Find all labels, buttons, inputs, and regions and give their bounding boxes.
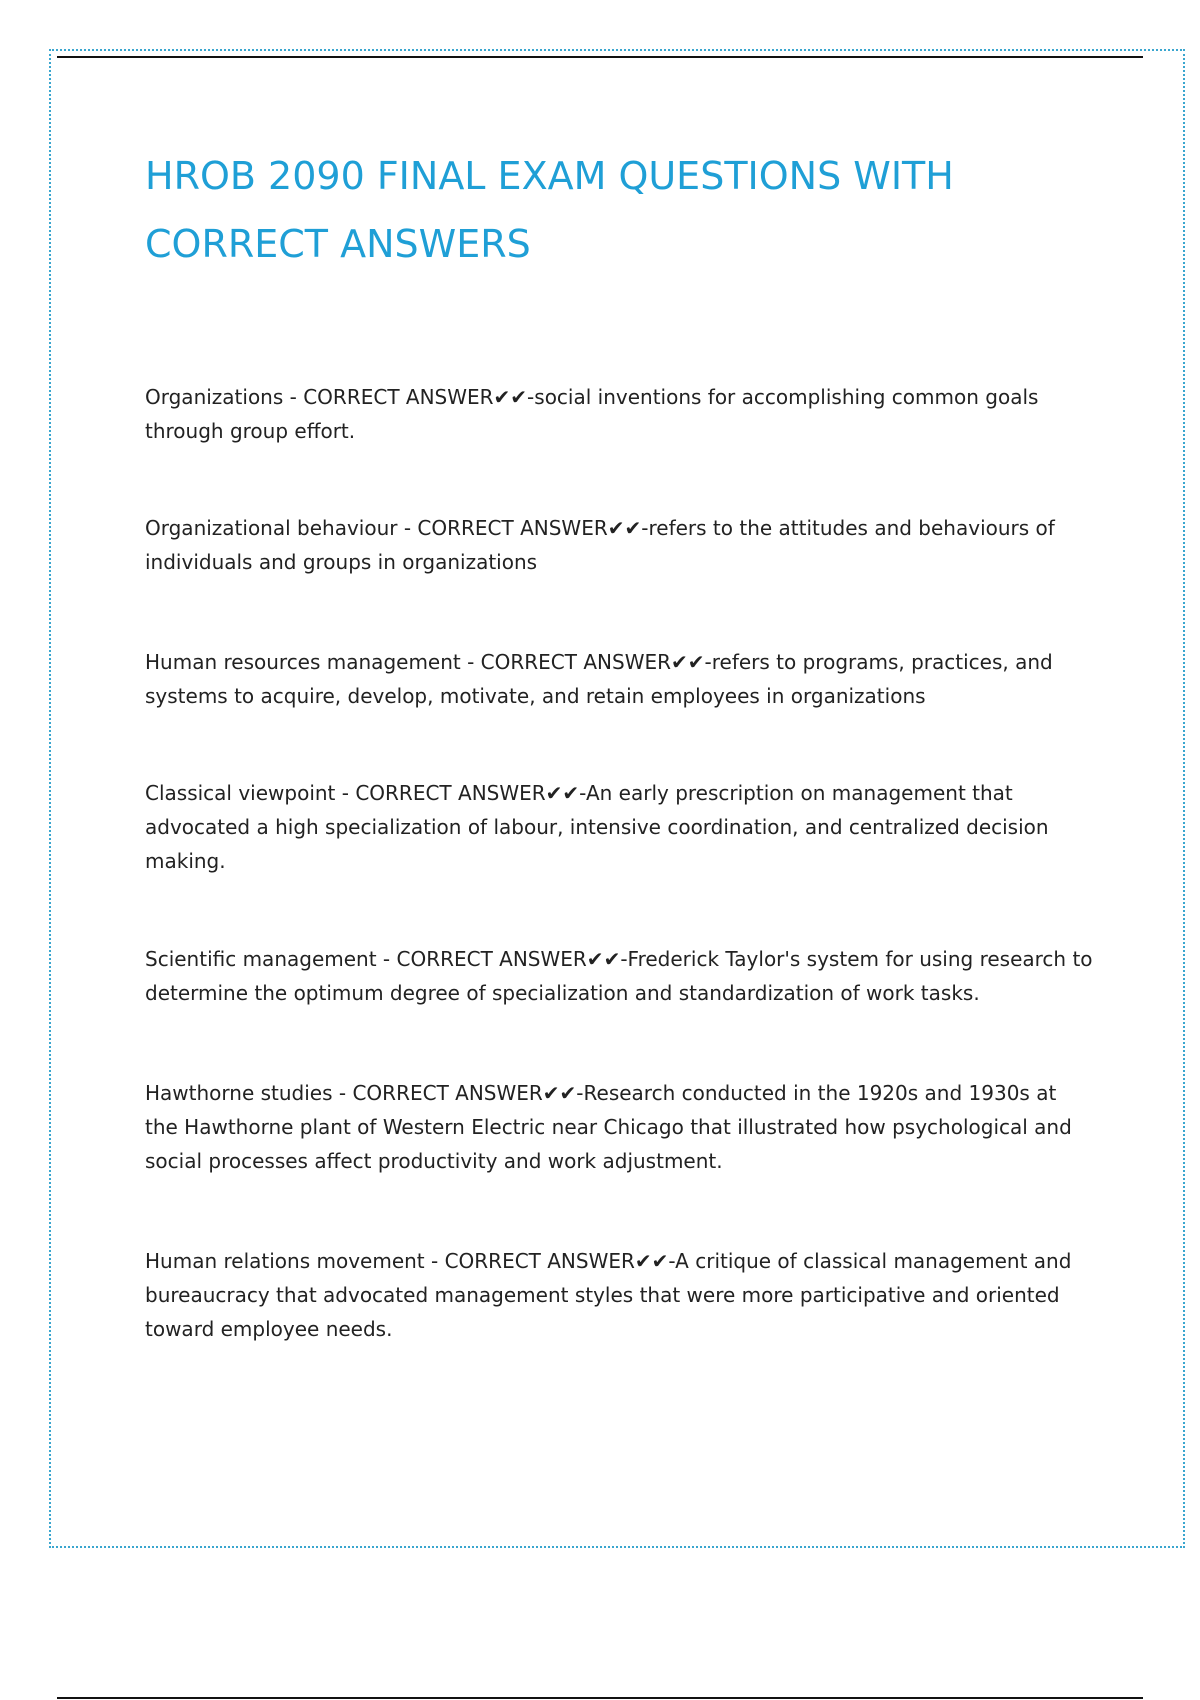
document-title: HROB 2090 FINAL EXAM QUESTIONS WITH CORRECT ANSWERS xyxy=(145,154,954,266)
qa-entry-list xyxy=(145,380,1095,1346)
qa-entry: Classical viewpoint - CORRECT ANSWER✔✔-An early prescription on management that advocated a high specialization of labour, intensive coordination, and centralized decision making. xyxy=(145,781,1049,873)
footer-rule xyxy=(57,1697,1143,1699)
header-rule xyxy=(57,56,1143,58)
qa-entry: Human resources management - CORRECT ANSWER✔✔-refers to programs, practices, and systems to acquire, develop, motivate, and retain employees in organizations xyxy=(145,650,1053,708)
qa-entry: Human relations movement - CORRECT ANSWER✔✔-A critique of classical management and bureaucracy that advocated management styles that were more participative and oriented toward employee needs. xyxy=(145,1249,1072,1341)
qa-entry: Hawthorne studies - CORRECT ANSWER✔✔-Research conducted in the 1920s and 1930s at the Hawthorne plant of Western Electric near Chicago that illustrated how psychological and social processes affect productivity and work adjustment. xyxy=(145,1081,1072,1173)
qa-entry: Organizations - CORRECT ANSWER✔✔-social inventions for accomplishing common goals through group effort. xyxy=(145,385,1039,443)
qa-entry: Scientific management - CORRECT ANSWER✔✔-Frederick Taylor's system for using research to determine the optimum degree of specialization and standardization of work tasks. xyxy=(145,947,1093,1005)
qa-entry: Organizational behaviour - CORRECT ANSWER✔✔-refers to the attitudes and behaviours of individuals and groups in organizations xyxy=(145,516,1055,574)
